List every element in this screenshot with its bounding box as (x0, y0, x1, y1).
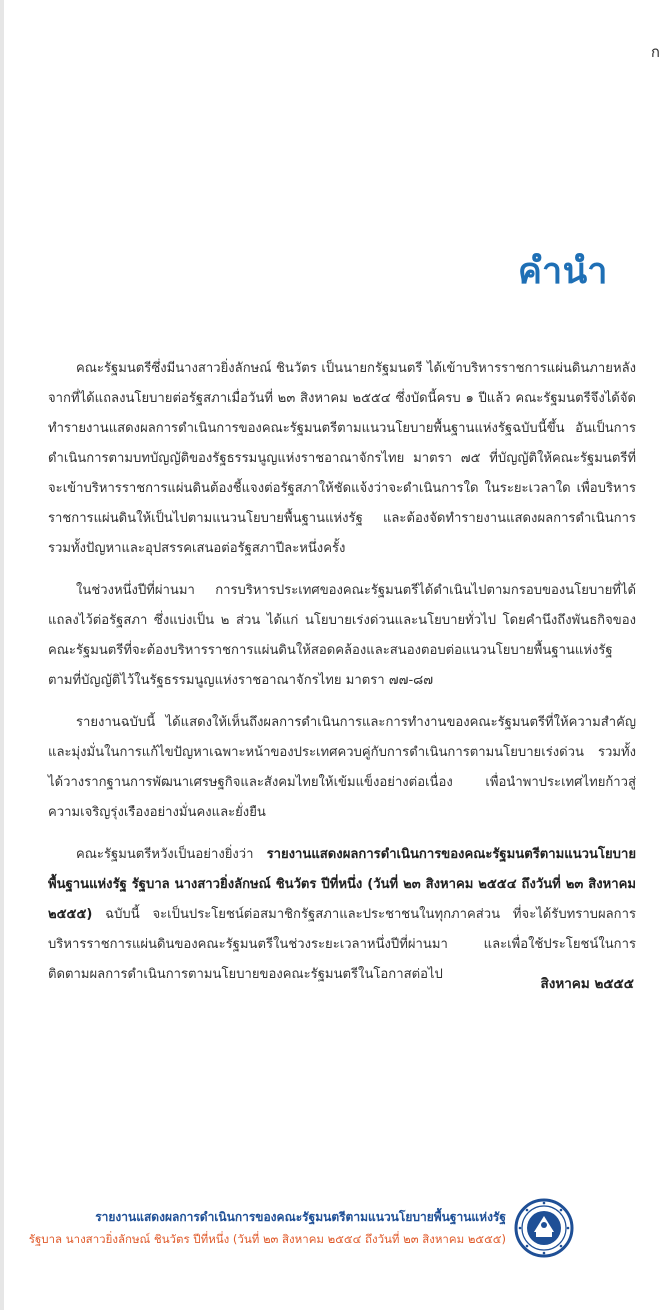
page-title: คำนำ (517, 251, 608, 292)
government-seal-icon (514, 1198, 574, 1258)
preface-body (48, 354, 636, 1002)
sign-date: สิงหาคม ๒๕๕๕ (540, 976, 634, 992)
footer-government-period: รัฐบาล นางสาวยิ่งลักษณ์ ชินวัตร ปีที่หนึ่ง (วันที่ ๒๓ สิงหาคม ๒๕๕๔ ถึงวันที่ ๒๓ สิงหาคม ๒๕๕๕) (28, 1232, 506, 1246)
page-number: ก (650, 43, 660, 61)
page-left-edge (0, 0, 4, 1310)
paragraph-4-rest: ฉบับนี้ จะเป็นประโยชน์ต่อสมาชิกรัฐสภาและประชาชนในทุกภาคส่วน ที่จะได้รับทราบผลการบริหารราชการแผ่นดินของคณะรัฐมนตรีในช่วงระยะเวลาหนึ่งปีที่ผ่านมา และเพื่อใช้ประโยชน์ในการติดตามผลการดำเนินการตามนโยบายของคณะรัฐมนตรีในโอกาสต่อไป (48, 907, 636, 982)
paragraph-3: รายงานฉบับนี้ ได้แสดงให้เห็นถึงผลการดำเนินการและการทำงานของคณะรัฐมนตรีที่ให้ความสำคัญและมุ่งมั่นในการแก้ไขปัญหาเฉพาะหน้าของประเทศควบคู่กับการดำเนินการตามนโยบายเร่งด่วน รวมทั้งได้วางรากฐานการพัฒนาเศรษฐกิจและสังคมไทยให้เข้มแข็งอย่างต่อเนื่อง เพื่อนำพาประเทศไทยก้าวสู่ความเจริญรุ่งเรืองอย่างมั่นคงและยั่งยืน (48, 715, 636, 820)
paragraph-4-intro: คณะรัฐมนตรีหวังเป็นอย่างยิ่งว่า (76, 847, 267, 862)
footer-report-title: รายงานแสดงผลการดำเนินการของคณะรัฐมนตรีตามแนวนโยบายพื้นฐานแห่งรัฐ (95, 1210, 506, 1224)
paragraph-4 (48, 840, 636, 990)
paragraph-1: คณะรัฐมนตรีซึ่งมีนางสาวยิ่งลักษณ์ ชินวัตร เป็นนายกรัฐมนตรี ได้เข้าบริหารราชการแผ่นดินภายหลังจากที่ได้แถลงนโยบายต่อรัฐสภาเมื่อวันที่ ๒๓ สิงหาคม ๒๕๕๔ ซึ่งบัดนี้ครบ ๑ ปีแล้ว คณะรัฐมนตรีจึงได้จัดทำรายงานแสดงผลการดำเนินการของคณะรัฐมนตรีตามแนวนโยบายพื้นฐานแห่งรัฐฉบับนี้ขึ้น อันเป็นการดำเนินการตามบทบัญญัติของรัฐธรรมนูญแห่งราชอาณาจักรไทย มาตรา ๗๕ ที่บัญญัติให้คณะรัฐมนตรีที่จะเข้าบริหารราชการแผ่นดินต้องชี้แจงต่อรัฐสภาให้ชัดแจ้งว่าจะดำเนินการใด ในระยะเวลาใด เพื่อบริหารราชการแผ่นดินให้เป็นไปตามแนวนโยบายพื้นฐานแห่งรัฐ และต้องจัดทำรายงานแสดงผลการดำเนินการรวมทั้งปัญหาและอุปสรรคเสนอต่อรัฐสภาปีละหนึ่งครั้ง (48, 361, 636, 556)
report-title-emphasis: รายงานแสดงผลการดำเนินการของคณะรัฐมนตรีตามแนวนโยบายพื้นฐานแห่งรัฐ รัฐบาล นางสาวยิ่งลักษณ์ ชินวัตร ปีที่หนึ่ง (วันที่ ๒๓ สิงหาคม ๒๕๕๔ ถึงวันที่ ๒๓ สิงหาคม ๒๕๕๕) (48, 847, 636, 922)
page-footer (29, 1206, 506, 1250)
paragraph-2: ในช่วงหนึ่งปีที่ผ่านมา การบริหารประเทศของคณะรัฐมนตรีได้ดำเนินไปตามกรอบของนโยบายที่ได้แถลงไว้ต่อรัฐสภา ซึ่งแบ่งเป็น ๒ ส่วน ได้แก่ นโยบายเร่งด่วนและนโยบายทั่วไป โดยคำนึงถึงพันธกิจของคณะรัฐมนตรีที่จะต้องบริหารราชการแผ่นดินให้สอดคล้องและสนองตอบต่อแนวนโยบายพื้นฐานแห่งรัฐตามที่บัญญัติไว้ในรัฐธรรมนูญแห่งราชอาณาจักรไทย มาตรา ๗๗-๘๗ (48, 583, 636, 688)
